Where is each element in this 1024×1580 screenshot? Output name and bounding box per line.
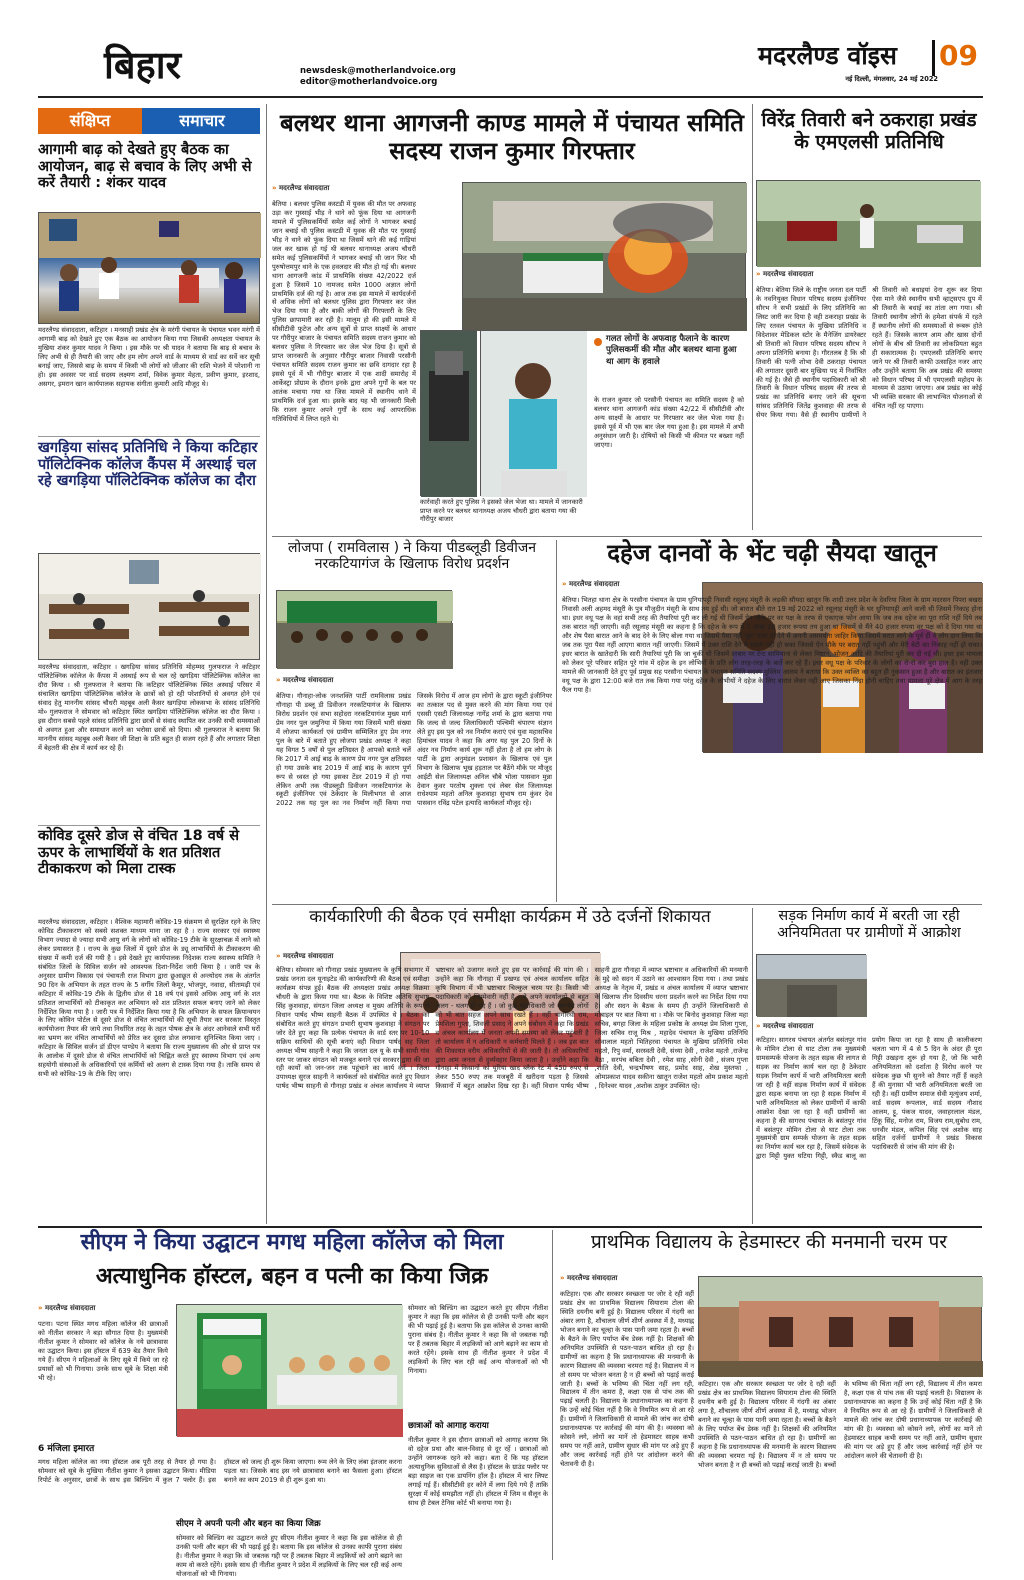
ljp-headline: लोजपा ( रामविलास ) ने किया पीडब्लूडी डिवीजन नरकटियागंज के खिलाफ विरोध प्रदर्शन	[288, 540, 536, 573]
hostel-headline-line2: अत्याधुनिक हॉस्टल, बहन व पत्नी का किया जिक्र	[95, 1264, 489, 1289]
hostel-subhead-2: छात्राओं को आगाह कराया	[408, 1421, 489, 1431]
hostel-body-3b: सोमवार को बिल्डिंग का उद्घाटन करते हुए सीएम नीतीश कुमार ने कहा कि इस कॉलेज से ही उनकी पत्नी और बहन की भी पढ़ाई हुई है। बताया कि इस कॉलेज से उनका काफी पुराना संबंध है। नीतीश कुमार ने कहा कि वो जबतक गद्दी पर हैं तबतक बिहार में लड़कियों को आगे बढ़ाने का काम वो करते रहेंगे। इसके साथ ही नीतीश कुमार ने प्रदेश में लड़कियों के लिए चल रही कई अन्य योजनाओं को भी गिनाया।	[408, 1304, 548, 1375]
pull-quote-bullet	[594, 338, 602, 346]
hostel-body-2: मगध महिला कॉलेज का नया हॉस्टल अब पूरी तरह से तैयार हो गया है। सोमवार को सूबे के मुखिया नीतीश कुमार ने इसका उद्घाटन किया। मीडिया रिपोर्ट के अनुसार, छात्रों के साथ इस बिल्डिंग में कुल 7 फ्लोर हैं। इस हॉस्टल को जल्द ही शुरू किया जाएगा। रूम लेने के लिए लंबा इंतजार करना पड़ता था। जिसके बाद इस नये छात्रावास बनाने का फैसला हुआ। हॉस्टल बनाने का काम 2019 से ही शुरू हुआ था।	[38, 1458, 402, 1484]
brief-headline-1: आगामी बाढ़ को देखते हुए बैठक का आयोजन, बाढ़ से बचाव के लिए अभी से करें तैयारी : शंकर यादव	[38, 142, 252, 192]
ljp-byline: » मदरलैण्ड संवाददाता	[276, 676, 426, 688]
dowry-byline: » मदरलैण्ड संवाददाता	[562, 580, 702, 592]
school-body-2: कटिहार। एक और सरकार स्वच्छता पर जोर दे रही वहीं प्रखंड क्षेत्र का प्राथमिक विद्यालय सियाराम टोला की स्थिति दयनीय बनी हुई है। विद्यालय परिसर में गंदगी का अंबार लगा है, शौचालय जीर्ण शीर्ण अवस्था में है, मध्याह्न भोजन बनाने का चूल्हा के पास पानी जमा रहता है। बच्चों के बैठने के लिए पर्याप्त बेंच डेस्क नहीं है। शिक्षकों की अनियमित उपस्थिति से पठन-पाठन बाधित हो रहा है। ग्रामीणों का कहना है कि प्रधानाध्यापक की मनमानी के कारण विद्यालय की व्यवस्था चरमरा गई है। विद्यालय में न तो समय पर भोजन बनता है न ही बच्चों को पढ़ाई कराई जाती है। बच्चों के भविष्य की चिंता नहीं लग रही, विद्यालय में तीन कमरा है, कक्षा एक से पांच तक की पढ़ाई चलती है। विद्यालय के प्रधानाध्यापक का कहना है कि उन्हें कोई चिंता नहीं है कि वे नियमित रूप से आ रहे हैं। ग्रामीणों ने जिलाधिकारी से मामले की जांच कर दोषी प्रधानाध्यापक पर कार्रवाई की मांग की है। व्यवस्था को कोसने लगे, लोगों का मानें तो हेडमास्टर साहब कभी समय पर नहीं आते, ग्रामीण सुधार की मांग पर अड़े हुए हैं और जल्द कार्रवाई नहीं होने पर आंदोलन करने की चेतावनी दी है।	[698, 1380, 982, 1469]
brief-divider-1	[38, 436, 260, 437]
brief-body-2: मदरलैण्ड संवाददाता, कटिहार । खगड़िया सांसद प्रतिनिधि मोहम्मद गुलफराज ने कटिहार पॉलिटेक्निक कॉलेज के कैंपस में अस्थाई रूप से चल रहे खगड़िया पॉलिटेक्निक कॉलेज का दौरा किया । श्री गुलफराज ने बताया कि कटिहार पॉलिटेक्निक स्थित अस्थाई परिसर में संचालित खगड़िया पॉलिटेक्निक कॉलेज के छात्रों को हो रही परेशानियों से अवगत होने एवं संवाद हेतु माननीय सांसद चौधरी महबूब अली कैसर खगड़िया लोकसभा के सांसद प्रतिनिधि मो० गुलफराज ने सोमवार को कटिहार स्थित खगड़िया पॉलिटेक्निक कॉलेज का दौरा किया । इस दौरान सबसे पहले सांसद प्रतिनिधि द्वारा छात्रों से संवाद स्थापित कर उनकी सभी समस्याओं से अवगत हुआ और समाधान करने का भरोसा छात्रों को दिया। श्री गुलफराज ने बताया कि माननीय सांसद महबूब अली कैसर जी शिक्षा के प्रति बहुत ही सजग रहते हैं और लगातार शिक्षा में बेहतरी की क्षेत्र में कार्य कर रहे हैं।	[38, 663, 260, 752]
review-byline: » मदरलैण्ड संवाददाता	[276, 952, 406, 964]
brief-banner	[38, 108, 260, 134]
contact-emails	[300, 66, 530, 92]
hostel-subhead: 6 मंजिला इमारत	[38, 1444, 95, 1454]
dowry-body: बेतिया। भितहा थाना क्षेत्र के परसौना पंचायत के ग्राम धुनियापट्टी निवासी रसूलह मंसूरी के लड़की सौयदा खातून कि शादी उत्तर प्रदेश के देवरिया जिला के ग्राम मदरसन पिपरा बखरा निवासी अली अहमद मंसूरी के पुत्र मौजुदीन मंसूरी के साथ तय हुई थी। जो बारात बीते रात 19 मई 2022 को रसूलाह मंसूरी के घर धुनियापट्टी आने वाली थी जिसमें निकाह होना था। इधर वधू पक्ष के वहां सभी तरह की तैयारियां पूरी कर ली गई थी जिसमें ऐन मौके पर वर पक्ष के तरफ से एकाएक फोन आया कि जब तक दहेज का पूरा राशि नहीं दिये तब तक बारात नहीं जाएगी। वही रसूलाह मंसूरी का कहना है कि दहेज के रूप में 1 लाख 20 हजार रूपया तय हुआ था जिसमें से मैंने 40 हजार रुपया वर पक्ष को दे दिया गया था और शेष पैसा बारात आने के बाद देने के लिए बोला गया था जिसमें पैसा नहीं जुटा पाया तो देने में अपनी असमर्थता जाहिर किया जिसमें बरात लाने के पूर्व ही वे लोग दान लिया कि जब तक पूरा पैसा नहीं आएगा बारात नहीं जाएगी। जिसमें मैं उक्त राशि देने में सक्षम नहीं हो सका जिससे ऐन मौके पर बरात नहीं पहुंची और मेरी बेटी का निकाह नहीं हो सका। इधर बारात के खातेदारी कि सारी तैयारियां पूरी कि जा चुकी थी जिसमें दरबार पर टेन्ट सामियाना से लेकर मिष्ठान, भोजन आदि की तैयारियां पूरी कर दी गई थी। इधर इस मामला को लेकर पूरे परिवार सहित पूरे गांव में दहेज के इन लोभियों के प्रति लोग तरह-तरह के बातें कर रहे हैं। इधर वधू पक्ष के परिवार के लोगों का रो-रो कर बुरा हाल है। वही उक्त मामले की जानकारी देते हुए पूर्व प्रमुख सह परसौना पंचायत के पंचायत समिति सदस्य मुस्लिम आलम ने बताया कि उक्त व्यक्ति का बहुत ही नुकसान हुआ है और बारात का इंतजार वधू पक्ष के द्वारा 12:00 बजे रात तक किया गया परंतु दहेज के लोभीयों ने दहेज के लिए बारात लेकर नहीं आए जिसका निंदा होनी चाहिए तथा मामला पूरे क्षेत्र में आग के तरह फैल गया है।	[562, 596, 982, 694]
hostel-inauguration-photo	[176, 1304, 402, 1436]
ljp-body: बेतिया। गौनाहा-लोक जनशक्ति पार्टी रामविलास प्रखंड गौनाहा पी डब्लू डी डिवीजन नरकटियागंज के खिलाफ विरोध प्रदर्शन एवं सभा सहोदरा नरकटियागंज मुख्य मार्ग प्रेम नगर पुल जमुनिया में किया गया जिसमें भारी संख्या में लोजपा कार्यकर्ता एवं ग्रामीण सम्मिलित हुए प्रेम नगर पुल के बारे में बताते हुए लोजपा प्रखंड अध्यक्ष ने कहा यह विगत 5 वर्षों से पुल क्षतिग्रस्त है आपको बताते चलें कि 2017 में आई बाढ़ के कारण प्रेम नगर पुल क्षतिग्रस्त हो गया उसके बाद 2019 में आई बाढ़ के कारण पूर्ण रूप से ध्वस्त हो गया इसका टेंडर 2019 में हो गया लेकिन अभी तक पीडब्लूडी डिवीजन नरकटियागंज के स्कूटी इंजीनियर एवं ठेकेदार के मिलीभगत से आज 2022 तक यह पुल का नव निर्माण नहीं किया गया जिसके विरोध में आज हम लोगों के द्वारा स्कूटी इंजीनियर का तत्काल पद से मुक्त करने की मांग किया गया एवं एससी एसटी जिलाध्यक्ष नागेंद्र शर्मा के द्वारा बताया गया कि जल्द से जल्द जिलाधिकारी पश्चिमी चंपारण संज्ञान लेते हुए इस पुल को नव निर्माण कराएं एवं युवा महासचिव हिमांचल यादव ने कहा कि अगर यह पुल 20 दिनों के अंदर नव निर्माण कार्य शुरू नहीं होता है तो हम लोग के पार्टी के द्वारा अनुमंडल प्रशासन के खिलाफ एवं पुल विभाग के खिलाफ भूख हड़ताल पर बैठेंगे मौके पर मौजूद आईटी सेल जिलाध्यक्ष अनिल चौबे भोला पासवान मुन्ना देवान कुवर परतोष शुक्ला एवं लेबर सेल जिलाध्यक्ष राधेश्याम महतो अनिल कुशवाहा सुभाष राम कुंवर देव पासवान रविंद्र पटेल इत्यादि कार्यकर्ता मौजूद रहे।	[276, 692, 552, 808]
hostel-photo-caption: सीएम ने अपनी पत्नी और बहन का किया जिक्र	[176, 1519, 321, 1529]
dowry-headline: दहेज दानवों के भेंट चढ़ी सैयदा खातून	[607, 539, 937, 567]
road-byline: » मदरलैण्ड संवाददाता	[756, 1022, 876, 1034]
police-station-fire-photo	[462, 182, 746, 330]
burnt-vehicle-photo	[420, 330, 476, 496]
mlc-headline: विरेंद्र तिवारी बने ठकराहा प्रखंड के एमएलसी प्रतिनिधि	[761, 109, 977, 153]
page-number: 09	[932, 40, 982, 76]
road-rule	[752, 908, 753, 1224]
section-title: बिहार	[104, 43, 182, 87]
brief-tag-1: संक्षिप्त	[38, 108, 142, 134]
lead-headline: बलथर थाना आगजनी काण्ड मामले में पंचायत समिति सदस्य राजन कुमार गिरफ्तार	[280, 109, 744, 165]
brief-tag-2: समाचार	[179, 111, 225, 130]
mlc-body: बेतिया। बेतिया जिले के राष्ट्रीय जनता दल पार्टी के नवनियुक्त विधान परिषद सदस्य इंजीनियर सौरभ ने सभी प्रखंडों के लिए प्रतिनिधि का लिस्ट जारी कर दिया है वही ठकराहा प्रखंड के लिए रतवल पंचायत के मुखिया प्रतिनिधि व विदेशावर मेडिकल स्टोर के मैनेजिंग डायरेक्टर श्री तिवारी को विधान परिषद सदस्य सौरभ ने अपना प्रतिनिधि बनाया है। गौरतलब है कि श्री तिवारी की पत्नी शोभा देवी ठकराहा पंचायत की लगातार दूसरी बार मुखिया पद में निर्वाचित की गई है। जैसे ही स्थानीय पदाधिकारी को श्री तिवारी के विधान परिषद सदस्य की तरफ से प्रखंड का प्रतिनिधि बनाए जाने की सूचना सांसद प्रतिनिधि जितेंद्र कुशवाहा की तरफ से सेयर किया गया। वैसे ही स्थानीय ग्रामीणों ने श्री तिवारी को बधाइयां देना शुरू कर दिया ऐसा माने जैसे स्थानीय सभी व्हाट्सएप ग्रुप में श्री तिवारी के बधाई का तांता लग गया। श्री तिवारी स्थानीय लोगों के हमेशा संपर्क में रहते हैं स्थानीय लोगों की समस्याओं से रूबरू होते रहते हैं। जिसके कारण आम और खास दोनों लोगों के बीच श्री तिवारी का लोकप्रियता बहुत ही सकारात्मक है। एमएलसी प्रतिनिधि बनाए जाने पर श्री तिवारी काफी उत्साहित नजर आए और उन्होंने बताया कि अब प्रखंड की समस्या को विधान परिषद में भी एमएलसी महोदय के माध्यम से उठाया जाएगा। अब प्रखंड का कोई भी व्यक्ति सरकार की लाभान्वित योजनाओं से वंचित नहीं रह पाएगा।	[756, 286, 982, 420]
email-editor[interactable]: editor@motherlandvoice.org	[300, 77, 438, 88]
lead-pull-quote	[594, 334, 744, 390]
road-body: कटिहार। सागरथ पंचायत अंतर्गत बसंतपुर गांव के मोमिन टोला से घाट टोला तक मुख्यमंत्री ग्रामसम्पर्क योजना के तहत सड़क की लागत से सड़क का निर्माण कार्य चल रहा है ठेकेदार सड़क निर्माण कार्य में भारी अनियमितता बरती जा रही है वहीं सड़क निर्माण कार्य में संवेदक द्वारा सड़क बनाया जा रहा है सड़क निर्माण में भारी अनियमितता को लेकर ग्रामीणों में काफी आक्रोश देखा जा रहा है वहीं ग्रामीणों का कहना है की सागरथ पंचायत के बसंतपुर गांव में बसंतपुर मोमिन टोला से घाट टोला तक मुख्यमंत्री ग्राम सम्पर्क योजना के तहत सड़क का निर्माण कार्य चल रहा है, जिसमें संवेदक के द्वारा मिट्टी युक्त घटिया गिट्टी, स्कैड बालू का प्रयोग किया जा रहा है साथ ही कालीकरण चलता भाग में 4 से 5 दिन के अंदर ही पूरा गिट्टी उखड़ना शुरू हो गया है, जो कि भारी अनियमितता को दर्शाता है विरोध करने पर संवेदक कुछ भी सुनने को तैयार नहीं हैं कहते हैं की मुनासा भी भारी अनियमितता बरती जा रही है। वहीं ग्रामीण समाज सेवी मृत्युंजय शर्मा, वार्ड सदस्य रूपलाल, वार्ड सदस्य नौशाद आलम, ट्टू, पंकज यादव, जवाहरलाल मंडल, टिंकू सिंह, मनोज राम, विजय राम,सुबोध राम, धनवीर मंडल, कपिल सिंह एवं अशोक साह सहित दर्जनों ग्रामीणों ने प्रखंड विकास पदाधिकारी से जांच की मांग की है।	[756, 1036, 982, 1161]
mlc-byline: » मदरलैण्ड संवाददाता	[756, 270, 876, 282]
polytechnic-classroom-photo	[38, 553, 260, 660]
masthead: मदरलैण्ड वॉइस	[758, 41, 897, 70]
lower-row-rule	[272, 904, 982, 905]
lead-body-2: के राजन कुमार जो परसौनी पंचायत का समिति सदस्य है को बलथर थाना आगजनी कांड संख्या 42/22 में सीसीटीवी और अन्य साक्ष्यों के आधार पर गिरफ्तार कर जेल भेजा गया है। इससे पूर्व में भी एक बार जेल गया हुआ है। इस मामले में अभी अनुसंधान जारी है। दोषियों को किसी भी कीमत पर बख्शा नहीं जाएगा।	[594, 396, 744, 449]
school-headline: प्राथमिक विद्यालय के हेडमास्टर की मनमानी चरम पर	[590, 1231, 948, 1253]
hostel-headline-line1: सीएम ने किया उद्घाटन मगध महिला कॉलेज को मिला	[80, 1230, 504, 1255]
lead-byline: » मदरलैण्ड संवाददाता	[272, 184, 472, 196]
header-rule	[38, 96, 983, 98]
right-column-rule-top	[752, 104, 753, 530]
school-body: कटिहार। एक और सरकार स्वच्छता पर जोर दे रही वहीं प्रखंड क्षेत्र का प्राथमिक विद्यालय सियाराम टोला की स्थिति दयनीय बनी हुई है। विद्यालय परिसर में गंदगी का अंबार लगा है, शौचालय जीर्ण शीर्ण अवस्था में है, मध्याह्न भोजन बनाने का चूल्हा के पास पानी जमा रहता है। बच्चों के बैठने के लिए पर्याप्त बेंच डेस्क नहीं है। शिक्षकों की अनियमित उपस्थिति से पठन-पाठन बाधित हो रहा है। ग्रामीणों का कहना है कि प्रधानाध्यापक की मनमानी के कारण विद्यालय की व्यवस्था चरमरा गई है। विद्यालय में न तो समय पर भोजन बनता है न ही बच्चों को पढ़ाई कराई जाती है। बच्चों के भविष्य की चिंता नहीं लग रही, विद्यालय में तीन कमरा है, कक्षा एक से पांच तक की पढ़ाई चलती है। विद्यालय के प्रधानाध्यापक का कहना है कि उन्हें कोई चिंता नहीं है कि वे नियमित रूप से आ रहे हैं। ग्रामीणों ने जिलाधिकारी से मामले की जांच कर दोषी प्रधानाध्यापक पर कार्रवाई की मांग की है। व्यवस्था को कोसने लगे, लोगों का मानें तो हेडमास्टर साहब कभी समय पर नहीं आते, ग्रामीण सुधार की मांग पर अड़े हुए हैं और जल्द कार्रवाई नहीं होने पर आंदोलन करने की चेतावनी दी है।	[560, 1290, 694, 1469]
dowry-rule	[556, 540, 557, 902]
flood-meeting-photo	[38, 212, 260, 324]
school-byline: » मदरलैण्ड संवाददाता	[560, 1274, 690, 1286]
brief-divider-2	[38, 825, 260, 826]
hostel-body-3: सोमवार को बिल्डिंग का उद्घाटन करते हुए सीएम नीतीश कुमार ने कहा कि इस कॉलेज से ही उनकी पत्नी और बहन की भी पढ़ाई हुई है। बताया कि इस कॉलेज से उनका काफी पुराना संबंध है। नीतीश कुमार ने कहा कि वो जबतक गद्दी पर हैं तबतक बिहार में लड़कियों को आगे बढ़ाने का काम वो करते रहेंगे। इसके साथ ही नीतीश कुमार ने प्रदेश में लड़कियों के लिए चल रही कई अन्य योजनाओं को भी गिनाया।	[176, 1534, 402, 1578]
dateline: नई दिल्ली, मंगलवार, 24 मई 2022	[845, 75, 938, 83]
pull-quote-text: गलत लोगों के अफवाह फैलाने के कारण पुलिसकर्मी की मौत और बलथर थाना हुआ था आग के हवाले	[606, 334, 737, 367]
lead-photo-caption: कार्रवाही करते हुए पुलिस ने इसको जेल भेजा था। मामले में जानकारी प्राप्त करने पर बलथर थानाध्यक्ष अजय चौधरी द्वारा बताया गया की गौरीपुर बाजार	[420, 498, 583, 524]
hostel-byline: » मदरलैण्ड संवाददाता	[38, 1304, 168, 1316]
left-column-rule	[266, 104, 267, 1224]
brief-body-1: मदरलैण्ड संवाददाता, कटिहार । मनसाही प्रखंड क्षेत्र के मरंगी पंचायत के पंचायत भवन मरंगी में आगामी बाढ़ को देखते हुए एक बैठक का आयोजन किया गया जिसकी अध्यक्षता पंचायत के मुखिया शंकर कुमार यादव ने किया । इस मौके पर श्री यादव ने बताया कि बाढ़ से बचाव के लिए अभी से ही तैयारी की जाए और हम लोग अपने वार्ड के माध्यम से वार्ड का सर्वे कर सूची बनाई जाए, जिससे बाढ़ के समय में किसी भी लोगों को जीआर की राशि भेजने में परेशानी ना हो। इस अवसर पर वार्ड सदस्य लक्ष्मण शर्मा, विवेक कुमार मेहता, प्रवीण कुमार, इरशाद, असगर, इमरान खान कार्यपालक सहायक संगीता कुमारी आदि मौजूद थे।	[38, 326, 260, 388]
school-rule	[552, 1230, 553, 1560]
lead-body: बेतिया । बलथर पुलिस कस्टडी में युवक की मौत पर अफवाह उड़ा कर गुस्साई भीड़ ने थाने को फूंक दिया था आगजनी मामले में पुलिसकर्मियों समेत कई लोगों ने भागकर बचाई जान बचाई थी पुलिस कस्टडी में युवक की मौत पर गुस्साई भीड़ ने थाने को फूंक दिया था जिसमें थाने की कई गाड़ियां जल कर खाक हो गई थी बलथर थानाध्यक्ष अजय चौधरी समेत कई पुलिसकर्मियों ने भागकर बचाई थी जान फिर भी पुरुषोत्तमपुर थाने के एक हवलदार की मौत हो गई थी। बलथर थाना आगजनी कांड में प्राथमिकि संख्या 42/2022 दर्ज हुआ है जिसमें 10 नामजद समेत 1000 अज्ञात लोगों प्राथमिकि दर्ज की गई है। आज तक इस मामले में कार्यदर्जनों से अधिक लोगों को बलथर पुलिस द्वारा गिरफ्तार कर जेल भेज दिया गया है और बाकी लोगों की गिरफ्तारी के लिए पुलिस छापामारी कर रही है। मालूम हो की इसी मामले में सीसीटीवी फुटेज और अन्य सूत्रों से प्राप्त साक्ष्यों के आधार पर गौरीपुर बाजार के पंचायत समिति सदस्य राजन कुमार को बलथर पुलिस ने गिरफ्तार कर जेल भेज दिया है। सूत्रों से प्राप्त जानकारी के अनुसार गौरीपुर बाजार निवासी परसौनी पंचायत समिति सदस्य राजन कुमार का छवि दागदार रहा है इससे पूर्व में भी गौरीपुर बाजार में एक शादी समारोह में आर्केस्ट्रा प्रोग्राम के दौरान इनके द्वारा अपने गुर्गों के बल पर आतंक मचाया गया था जिस मामले में स्थानीय थाने में प्राथमिकि दर्ज हुआ था। इसके बाद यह भी जानकारी मिली कि राजन कुमार अपने गुर्गों के साथ कई आपराधिक गतिविधियों में लिप्त रहते थे।	[272, 200, 416, 423]
road-construction-photo	[756, 954, 866, 1016]
bottom-row-rule	[38, 1226, 982, 1228]
email-newsdesk[interactable]: newsdesk@motherlandvoice.org	[300, 66, 456, 76]
road-headline: सड़क निर्माण कार्य में बरती जा रही अनियमितता पर ग्रामीणों में आक्रोश	[777, 908, 961, 941]
brief-body-3: मदरलैण्ड संवाददाता, कटिहार । वैश्विक महामारी कोविड-19 संक्रमण से सुरक्षित रहने के लिए कोविड टीकाकरण को सबसे सशक्त माध्यम माना जा रहा है । राज्य सरकार एवं स्वास्थ्य विभाग ज्यादा से ज्यादा सभी आयु वर्ग के लोगों को कोविड-19 टीके के सुरक्षाचक्र में लाने को लेकर प्रयासरत है । राज्य के कुछ जिलों में दूसरे डोज के ड्यू लाभार्थियों के टीकाकरण की संख्या में कमी दर्ज की गयी है । इसे देखते हुए कार्यपालक निदेशक राज्य स्वास्थ्य समिति ने संबंधित जिलों के सिविल सर्जन को आवश्यक दिशा-निर्देश जारी किया है । जारी पत्र के अनुसार ग्रामीण विकास एवं पंचायती राज विभाग द्वारा छूआछूत से अन्त्योदय तक के अंतर्गत 90 दिन के अभियान के तहत राज्य के 5 वर्गीय जिलों कैमूर, भोजपुर, नवादा, सीतामढ़ी एवं कटिहार में कोविड-19 टीके के द्वितीय डोज से 18 वर्ष एवं इससे अधिक आयु वर्ग के शत प्रतिशत लाभार्थियों को टीकाकृत कर अभियान को शत प्रतिशत सफल बनाए जाने को लेकर निर्देशित किया गया है । जारी पत्र में निर्देशित किया गया है कि अभियान के सफल क्रियान्वयन के लिए कोविन पोर्टल से दूसरे डोज से वंचित लाभार्थियों की सूची तैयार कर सरकार विस्तृत कार्ययोजना तैयार की जाये तथा निर्धारित तरह के तहत पोषक क्षेत्र के अंदर आनेवाले सभी घरों का भ्रमण कर वंचित लाभार्थियों को प्रेरित कर दूसरा डोज लगवाना सुनिश्चित किया जाए । कटिहार के सिविल सर्जन डॉ डीएन पाण्डेय ने बताया कि राज्य मुख्यालय की ओर से प्राप्त पत्र के आलोक में दूसरे डोज से वंचित लाभार्थियों को चिह्नित करते हुए स्वास्थ्य विभाग एवं अन्य सहयोगी संस्थाओं के अधिकारियों एवं कर्मियों को अलग से टास्क दिया गया है। ताकि समय से सभी को कोविड-19 के टीके दिए जाए।	[38, 918, 260, 1079]
hostel-body-4: नीतीश कुमार ने इस दौरान छात्राओं को आगाह कराया कि वो दहेज प्रथा और बाल-विवाह से दूर रहें । छात्राओं को उन्होंने जागरूक रहने को कहा। बता दें कि यह हॉस्टल अत्याधुनिक सुविधाओं से लैस है। हॉस्टल के ग्राउंड फ्लोर पर बड़ा साइज का एक डायनिंग हॉल है। हॉस्टल में चार लिफ्ट लगाई गई हैं। सीसीटीवी हर कोने में लगा दिये गये हैं ताकि सुरक्षा में कोई समझौता नहीं हो। हॉस्टल में जिम व सैलून के साथ ही टेबल टेनिस कोर्ट भी बनाया गया है।	[408, 1436, 548, 1507]
ljp-protest-photo	[276, 590, 452, 668]
hostel-body: पटना। पटना स्थित मगध महिला कॉलेज की छात्राओं को नीतीश सरकार ने बड़ा सौगात दिया है। मुख्यमंत्री नीतीश कुमार ने सोमवार को कॉलेज के नये छात्रावास का उद्घाटन किया। इस हॉस्टल में 639 बेड तैयार किये गये हैं। सीएम ने महिलाओं के लिए सूबे में किये जा रहे प्रयासों को भी गिनाया। उनके साथ सूबे के शिक्षा मंत्री भी रहे।	[38, 1320, 168, 1382]
brief-headline-3: कोविड दूसरे डोज से वंचित 18 वर्ष से ऊपर के लाभार्थियों के शत प्रतिशत टीकाकरण को मिला टास्क	[38, 828, 240, 878]
review-body: बेतिया। सोमवार को गौनाहा प्रखंड मुख्यालय के कुषि सभागार में प्रखंड जनता दल यूनाइटेड की कार्यकारिणी की बैठक एवं समीक्षा कार्यक्रम संपन्न हुई। बैठक की अध्यक्षता प्रखंड अध्यक्ष विक्रमा चौधरी के द्वारा किया गया था। बैठक के विशिष्ट अतिथि सुभाष सिंह कुशवाहा, संगठन जिला अध्यक्ष व मुख्य अतिथि के रूप में विधान पार्षद भीष्म साहनी बैठक में उपस्थित थे । बैठक को संबोधित करते हुए संगठन प्रभारी सुभाष कुशवाहा ने संगठन पर जोर देते हुए कहा कि प्रत्येक पंचायत के वार्ड स्तर पर 10-10 सक्रिय साथियों की सूची बनाएं वही विधान पार्षद सह जिला अध्यक्ष भीष्म साहनी ने कहा कि जनता दल यू के सभी साथी गांव स्तर पर जाकर संगठन को मजबूत बनाने एवं सरकार द्वारा की जा रही कार्यों को जन-जन तक पहुंचाने का कार्य करें । जिला उपाध्यक्ष सुरज साहनी ने कार्यकर्ता को संबोधित करते हुए विधान पार्षद भीष्म साहनी से गौनाहा प्रखंड व अंचल कार्यालय मे व्याप्त भ्रष्टाचार को उजागर करते हुए इस पर कार्रवाई की मांग की । उन्होंने कहा कि गौनाहा में प्रखण्ड एवं अंचल कार्यालय सहित कृषि विभाग में भी भ्रष्टाचार चिल्कुल चरम पर है। किसी भी पदाधिकारी को जिम्मेवारी नहीं है । वे अपने कार्यालयों से बहुत अलग - थलग हो गए हैं । जो कुछ पदाधिकारी जो स्थानीय लोगों को भी बात सहज अपने साथ रखते हैं । वहीं भागीरथी राम, प्रेमशिला गुप्ता, शिवजी प्रसाद ने अपने संबोधन में कहा कि प्रखंड व अंचल कार्यालय में जनता अपनी समस्या को लेकर पहुंचती है तो कार्यालय में न अधिकारी न कर्मचारी मिलते हैं । जब इस बात की शिकायत वरीय अधिकारियों से की जाती है। तो अधिकारियों द्वारा आम जनता से दुर्व्यवहार किया जाता है । उन्होंने कहा कि गौनाहा में किसानों को यूरिया खाद ब्लैक रेट में 450 रुपए से लेकर 550 रुपए तक मजबूरी में खरीदना पड़ता है जिससे किसानों में बहुत आक्रोश दिख रहा है। वहीं विधान पार्षद भीष्म साहनी द्वारा गौनाहा में व्याप्त भ्रष्टाचार व अधिकारियों की मनमानी के मुद्दे को सदन में उठाने का आश्वासन दिया गया । तथा प्रखंड अध्यक्ष के नेतृत्व में, प्रखंड व अंचल कार्यालय में व्याप्त भ्रष्टाचार के खिलाफ तीन दिवसीय धरना प्रदर्शन करने का निर्देश दिया गया है। और सदन के बैठक के समय ही उन्होंने जिलाधिकारी से मोबाइल पर बात किया था । मौके पर बिनोद कुशवाहा जिला महा सचिव, बगहा जिला के महिला प्रकोष्ठ के अध्यक्ष प्रेम शिला गुप्ता, जिला सचिव राजू मिश्र , महादेव पंचायत के मुखिया प्रतिनिधि सोवालाल महतो भितिहरवा पंचायत के मुखिया प्रतिनिधि रमेश महतो, रिपु वर्मा, सरस्वती देवी, संध्या देवी , राजेश महतो ,राजेन्द्र बैठा , सरपंच बबिता देवी , रमेश साह ,सोनी देवी , संजय गुप्ता ,शांति देवी, चन्द्रभीषण साह, प्रमोद साह, शेख मुस्तफा , ओमप्रकाश यादव सकीना खातून राजेश महतो ओम प्रकाश महतो , दिनेश्वर यादव ,अशोक ठाकुर उपस्थित रहे।	[276, 966, 748, 1091]
school-building-photo	[698, 1276, 982, 1376]
arrested-man-photo	[480, 330, 586, 496]
mlc-representative-photo	[756, 180, 980, 266]
middle-row-rule	[272, 536, 982, 537]
review-headline: कार्यकारिणी की बैठक एवं समीक्षा कार्यक्रम में उठे दर्जनों शिकायत	[309, 907, 711, 927]
brief-headline-2: खगड़िया सांसद प्रतिनिधि ने किया कटिहार पॉलिटेक्निक कॉलेज कैंपस में अस्थाई चल रहे खगड़िया पॉलिटेक्निक कॉलेज का दौरा	[38, 440, 258, 490]
